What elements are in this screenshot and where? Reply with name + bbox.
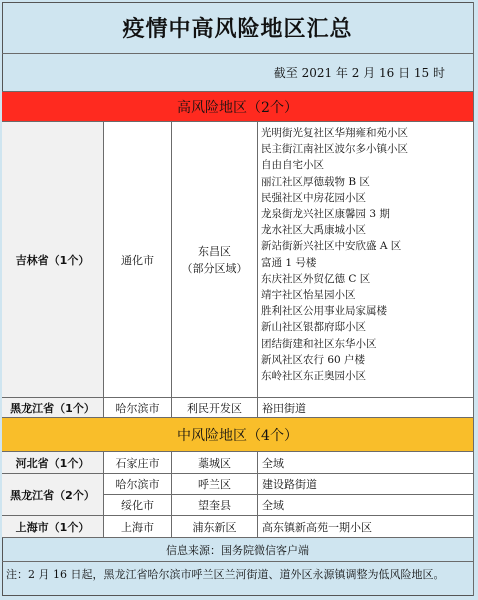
- high-risk-header: 高风险地区（2个）: [2, 92, 474, 122]
- shanghai-province: 上海市（1个）: [2, 516, 104, 538]
- list-item: 团结街建和社区东华小区: [261, 337, 377, 350]
- list-item: 民强社区中房花园小区: [261, 191, 366, 204]
- list-item: 自由自宅小区: [261, 159, 324, 172]
- list-item: 靖宇社区怡星园小区: [261, 289, 356, 302]
- hebei-district: 藁城区: [172, 452, 258, 474]
- info-source: 信息来源：国务院微信客户端: [2, 538, 474, 562]
- jilin-district: [172, 122, 258, 398]
- heilongjiang-high-area: 裕田街道: [258, 398, 474, 418]
- heilongjiang-medium-city-1: 哈尔滨市: [104, 474, 172, 495]
- heilongjiang-medium-district-2: 望奎县: [172, 495, 258, 516]
- page-title: 疫情中高风险地区汇总: [2, 2, 474, 54]
- jilin-area-list: [258, 122, 474, 398]
- heilongjiang-medium-city-2: 绥化市: [104, 495, 172, 516]
- hebei-province: 河北省（1个）: [2, 452, 104, 474]
- shanghai-city: 上海市: [104, 516, 172, 538]
- heilongjiang-medium-province: 黑龙江省（2个）: [2, 474, 104, 516]
- list-item: 胜利社区公用事业局家属楼: [261, 305, 387, 318]
- heilongjiang-high-province: 黑龙江省（1个）: [2, 398, 104, 418]
- list-item: 龙水社区大禹康城小区: [261, 224, 366, 237]
- jilin-district-name: 东昌区: [198, 244, 231, 258]
- list-item: 东岭社区东正奥园小区: [261, 370, 366, 383]
- list-item: 丽江社区厚德载物 B 区: [261, 175, 370, 188]
- heilongjiang-high-district: 利民开发区: [172, 398, 258, 418]
- jilin-city: 通化市: [104, 122, 172, 398]
- shanghai-area: 高东镇新高苑一期小区: [258, 516, 474, 538]
- heilongjiang-medium-area-2: 全域: [258, 495, 474, 516]
- list-item: 龙泉街龙兴社区康馨园 3 期: [261, 208, 390, 221]
- heilongjiang-high-city: 哈尔滨市: [104, 398, 172, 418]
- list-item: 新山社区银都府邸小区: [261, 321, 366, 334]
- list-item: 富通 1 号楼: [261, 256, 317, 269]
- shanghai-district: 浦东新区: [172, 516, 258, 538]
- jilin-district-note: （部分区域）: [181, 261, 248, 275]
- hebei-city: 石家庄市: [104, 452, 172, 474]
- medium-risk-header: 中风险地区（4个）: [2, 418, 474, 452]
- list-item: 光明街光复社区华翔雍和苑小区: [261, 127, 408, 139]
- list-item: 新站街新兴社区中安欣盛 A 区: [261, 240, 402, 253]
- heilongjiang-medium-district-1: 呼兰区: [172, 474, 258, 495]
- jilin-province: 吉林省（1个）: [2, 122, 104, 398]
- footnote: 注：2 月 16 日起，黑龙江省哈尔滨市呼兰区兰河街道、道外区永源镇调整为低风险地区。: [2, 562, 474, 596]
- hebei-area: 全域: [258, 452, 474, 474]
- list-item: 东庆社区外贸亿德 C 区: [261, 272, 371, 285]
- list-item: 新风社区农行 60 户楼: [261, 353, 366, 366]
- as-of-date: 截至 2021 年 2 月 16 日 15 时: [2, 54, 474, 92]
- list-item: 民主街江南社区波尔多小镇小区: [261, 143, 408, 156]
- heilongjiang-medium-area-1: 建设路街道: [258, 474, 474, 495]
